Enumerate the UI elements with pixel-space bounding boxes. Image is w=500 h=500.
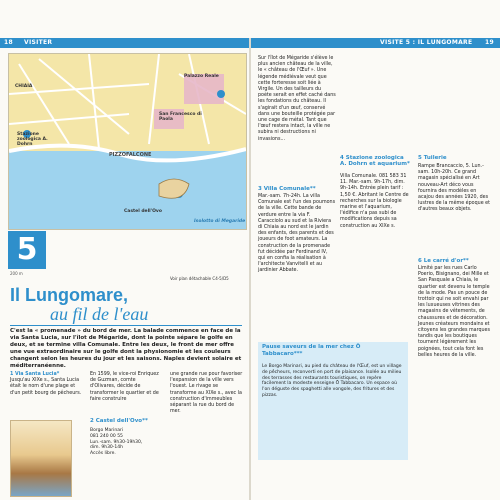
info-line: Borgo Marinari [90,428,124,433]
carre-dor-heading: 6 Le carré d'or** [418,258,469,264]
pause-saveurs-box [258,342,408,460]
info-line: 081 240 00 55 [90,433,123,439]
intro-paragraph: C'est la « promenade » du bord de mer. La balade commence en face de la via Santa Lucia, sur l'îlot de Mégaride, dont la pointe sépare le golfe en deux, et se termine villa Comunale. Entre les deux, le front de mer offre une vue extraordinaire sur le golfe dont la physionomie et les couleurs changent selon les heures du jour et les saisons. Naples devient solaire et méditerranéenne. [10,328,242,369]
info-line: Lun.-sam. 9h30-19h30, [90,439,143,445]
villa-comunale-heading: 3 Villa Comunale** [258,186,316,192]
map-scale: 200 m [10,271,23,276]
left-page-number: 18 [4,39,13,46]
stazione-heading: 4 Stazione zoologica A. Dohrn et aquarium* [340,155,410,167]
chapter-number: 5 [8,231,46,269]
pullout-map-reference: Voir plan détachable C4-5/D5 [170,276,229,281]
carre-dor-text: Limité par les rues Carlo Poerio, Bisignano, dei Mille et San Pasquale a Chiaia, le quartier est devenu le temple de la mode. Pas un pouce de trottoir qui ne soit envahi par les luxueuses vitrines des magasins de vêtements, de chaussures et de décoration. Jeunes créateurs mondains et citoyens les grandes marques tandis que les boutiques tournent légèrement les poignées, tout cela font les belles heures de la ville. [418,266,491,358]
area-map [8,53,247,230]
map-label-palazzo-reale: Palazzo Reale [184,74,219,79]
gutter [249,38,251,500]
map-label-castel-ovo: Castel dell'Ovo [124,209,162,214]
tuilerie-text: Rampe Brancaccio, 5. Lun.-sam. 10h-20h. Ce grand magasin spécialisé en Art nouveau-Art déco vous fournira des modèles en acajou des années 1920, des lustres de la même époque et d'autres beaux objets. [418,164,491,213]
castel-ovo-photo [10,420,72,497]
col1 [10,372,84,397]
tuilerie-heading: 5 Tuilerie [418,155,447,161]
info-line: Accès libre. [90,451,116,457]
col2-text: En 1599, le vice-roi Enriquez de Guzman, comte d'Olivares, décide de transformer le quartier et de faire construire [90,372,159,402]
map-label-pizzofalcone: PIZZOFALCONE [109,152,152,158]
stazione-text: Villa Comunale. 081 583 31 11. Mar.-sam. 9h-17h, dim. 9h-14h. Entrée plein tarif : 1,50 €. Abritant le Centre de recherches sur la biologie marine et l'aquarium, l'édifice n'a pas subi de modifications depuis sa construction au XIXe s. [340,174,409,229]
right-section-title: VISITE 5 : IL LUNGOMARE [380,39,473,46]
castel-ovo-info [90,428,240,457]
title-divider [10,325,242,326]
map-label-stazione: Stazione zoologica A. Dohrn [17,132,48,147]
info-line: dim. 9h30-14h [90,445,123,451]
map-label-isolotto: Isolotto di Megaride [194,219,246,224]
castel-ovo-heading: 2 Castel dell'Ovo** [90,418,148,424]
page-title-line1: Il Lungomare, [10,285,129,305]
map-label-san-francesco: San Francesco di Paola [159,112,202,122]
map-label-chiaia: CHIAIA [15,84,33,89]
col1-heading: 1 Via Santa Lucia* [10,372,60,377]
page-title-line2: au fil de l'eau [50,304,149,324]
col1-text: Jusqu'au XIXe s., Santa Lucia était le nom d'une plage et d'un petit bourg de pêcheurs. [10,378,82,396]
villa-comunale-text: Mar.-sam. 7h-24h. La villa Comunale est l'un des poumons de la ville. Cette bande de verdure entre la via F. Caracciolo au sud et la Riviera di Chiaia au nord est le jardin des enfants, des parents et des joueurs de foot amateurs. La construction de la promenade fut décidée par Ferdinand IV, qui en confia la réalisation à l'architecte Vanvitelli et au jardinier Abbate. [258,194,336,274]
castle-legend-text: Sur l'îlot de Mégaride s'élève le plus ancien château de la ville, le « château de l'Œuf ». Une légende médiévale veut que cette forteresse soit liée à Virgile. Un des tailleurs du poète serait en effet caché dans les fondations du château. Il s'agirait d'un œuf, conservé dans une bouteille protégée par une cage de métal. Tant que l'œuf restera intact, la ville ne subira ni destructions ni invasions... [258,56,336,142]
right-page-number: 19 [485,39,494,46]
pause-saveurs-text: Le Borgo Marinari, au pied du château de l'Œuf, est un village de pêcheurs, reconverti en port de plaisance. Isolée au milieu des terrasses des restaurants touristiques, on repère facilement la modeste enseigne Ö Tabbacaro. Un espace où l'on déguste des spaghetti alle vongole, des fritures et des pizzas. [262,364,402,398]
left-section-title: VISITER [24,39,53,46]
pause-saveurs-title: Pause saveurs de la mer chez Ö Tabbacaro*** [262,344,361,357]
col3-text: une grande rue pour favoriser l'expansion de la ville vers l'ouest. Le rivage se transforme au XIXe s., avec la construction d'immeubles séparant la rue du bord de mer. [170,372,243,415]
